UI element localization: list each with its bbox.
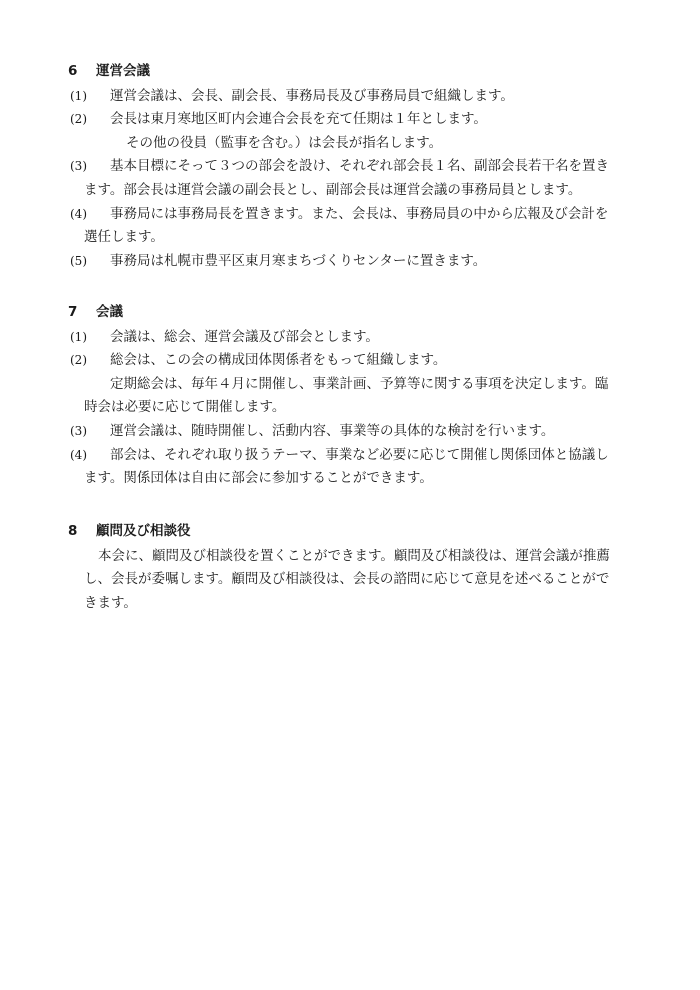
item-text-continued: ます。関係団体は自由に部会に参加することができます。 — [84, 470, 433, 487]
section-number: 7 — [68, 304, 78, 320]
item-text-continued: 選任します。 — [84, 229, 164, 246]
item-marker: (1) — [70, 329, 87, 344]
item-marker: (2) — [70, 112, 87, 127]
item-text: 事務局には事務局長を置きます。また、会長は、事務局員の中から広報及び会計を — [110, 205, 609, 222]
list-item — [70, 326, 640, 350]
item-marker: (3) — [70, 159, 87, 174]
section-heading — [68, 520, 640, 544]
section-number: 6 — [68, 63, 78, 79]
item-text: 会長は東月寒地区町内会連合会長を充て任期は１年とします。 — [110, 111, 487, 128]
item-subparagraph: その他の役員（監事を含む。）は会長が指名します。 — [126, 134, 443, 151]
paragraph-line: し、会長が委嘱します。顧問及び相談役は、会長の諮問に応じて意見を述べることがで — [84, 571, 610, 588]
section-8 — [70, 520, 640, 615]
section-heading — [68, 60, 640, 84]
item-text-continued: ます。部会長は運営会議の副会長とし、副部会長は運営会議の事務局員とします。 — [84, 181, 582, 198]
section-7 — [70, 301, 640, 491]
item-text: 事務局は札幌市豊平区東月寒まちづくりセンターに置きます。 — [110, 252, 487, 269]
item-subparagraph-continued: 時会は必要に応じて開催します。 — [84, 399, 286, 416]
list-item — [70, 155, 640, 202]
list-item — [70, 85, 640, 109]
item-text: 総会は、この会の構成団体関係者をもって組織します。 — [110, 352, 447, 369]
list-item — [70, 444, 640, 491]
item-marker: (3) — [70, 423, 87, 438]
section-number: 8 — [68, 523, 78, 539]
item-marker: (2) — [70, 353, 87, 368]
item-marker: (5) — [70, 253, 87, 268]
section-title: 運営会議 — [96, 63, 150, 79]
section-paragraph — [70, 545, 640, 616]
item-text: 部会は、それぞれ取り扱うテーマ、事業など必要に応じて開催し関係団体と協議し — [110, 446, 609, 463]
section-title: 会議 — [96, 304, 123, 320]
list-item — [70, 108, 640, 155]
list-item — [70, 349, 640, 420]
item-text: 運営会議は、随時開催し、活動内容、事業等の具体的な検討を行います。 — [110, 422, 555, 439]
section-heading — [68, 301, 640, 325]
paragraph-line: きます。 — [84, 594, 137, 611]
item-text: 会議は、総会、運営会議及び部会とします。 — [110, 328, 379, 345]
item-subparagraph: 定期総会は、毎年４月に開催し、事業計画、予算等に関する事項を決定します。臨 — [110, 375, 609, 392]
section-title: 顧問及び相談役 — [96, 523, 191, 539]
paragraph-line: 本会に、顧問及び相談役を置くことができます。顧問及び相談役は、運営会議が推薦 — [98, 547, 610, 564]
item-text: 運営会議は、会長、副会長、事務局長及び事務局員で組織します。 — [110, 87, 514, 104]
section-6 — [70, 60, 640, 273]
list-item — [70, 420, 640, 444]
item-marker: (4) — [70, 206, 87, 221]
item-marker: (4) — [70, 447, 87, 462]
item-marker: (1) — [70, 88, 87, 103]
item-text: 基本目標にそって３つの部会を設け、それぞれ部会長１名、副部会長若干名を置き — [110, 158, 609, 175]
list-item — [70, 203, 640, 250]
list-item — [70, 250, 640, 274]
